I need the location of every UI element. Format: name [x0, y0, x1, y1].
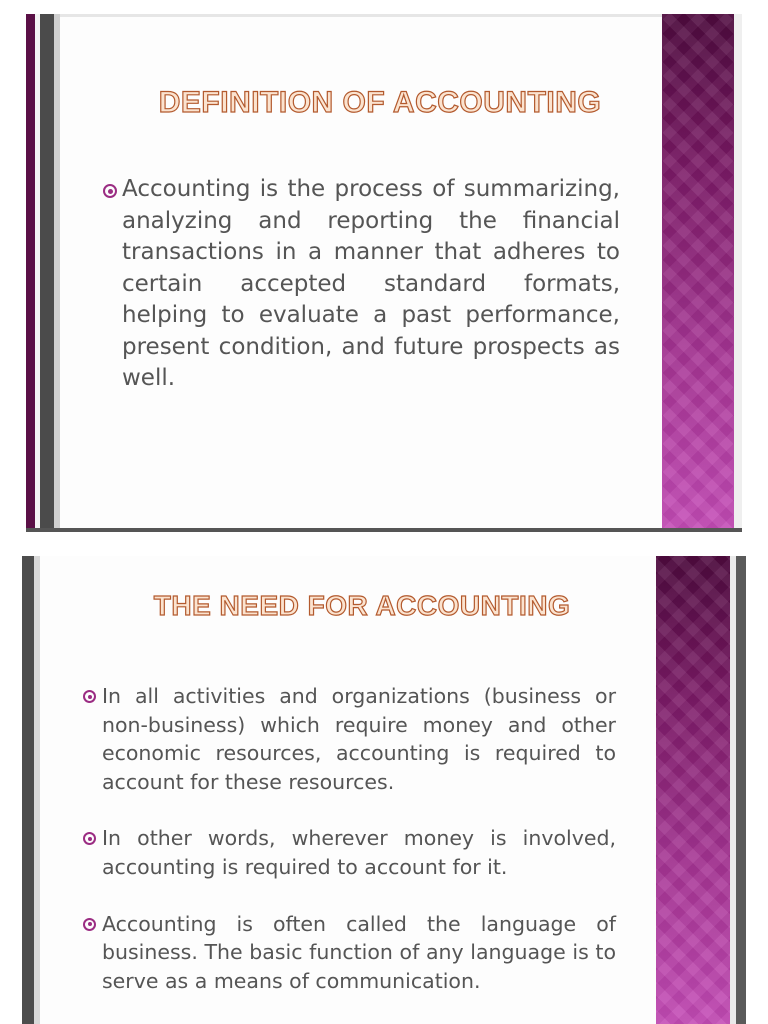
slide-title: THE NEED FOR ACCOUNTING	[153, 590, 571, 621]
slide-need-for-accounting	[22, 556, 746, 1024]
slide-right-edge	[736, 556, 746, 1024]
circle-dot-bullet-icon	[103, 184, 117, 198]
bullet-text: In all activities and organizations (business or non-business) which require money and other economic resources, accounting is required to account for these resources.	[102, 684, 616, 794]
purple-decorative-band	[656, 556, 730, 1024]
circle-dot-bullet-icon	[83, 918, 96, 931]
circle-dot-bullet-icon	[83, 832, 96, 845]
bullet-item	[102, 824, 616, 881]
bullet-text: Accounting is often called the language of business. The basic function of any language is to serve as a means of communication.	[102, 911, 616, 993]
bullet-item	[102, 682, 616, 796]
slide-definition-of-accounting	[26, 14, 742, 532]
slide-right-border	[734, 14, 742, 528]
bullet-text: Accounting is the process of summarizing, analyzing and reporting the financial transactions in a manner that adheres to certain accepted standard formats, helping to evaluate a past performance, present condition, and future prospects as well.	[122, 176, 620, 391]
bullet-text: In other words, wherever money is involved, accounting is required to account for it.	[102, 826, 616, 879]
bullet-list	[102, 682, 616, 1023]
circle-dot-bullet-icon	[83, 690, 96, 703]
purple-decorative-band	[662, 14, 734, 528]
slide-title: DEFINITION OF ACCOUNTING	[158, 86, 602, 119]
bullet-list	[122, 174, 620, 395]
slide-top-border	[60, 14, 734, 17]
bullet-item	[102, 910, 616, 996]
bullet-item	[122, 174, 620, 395]
